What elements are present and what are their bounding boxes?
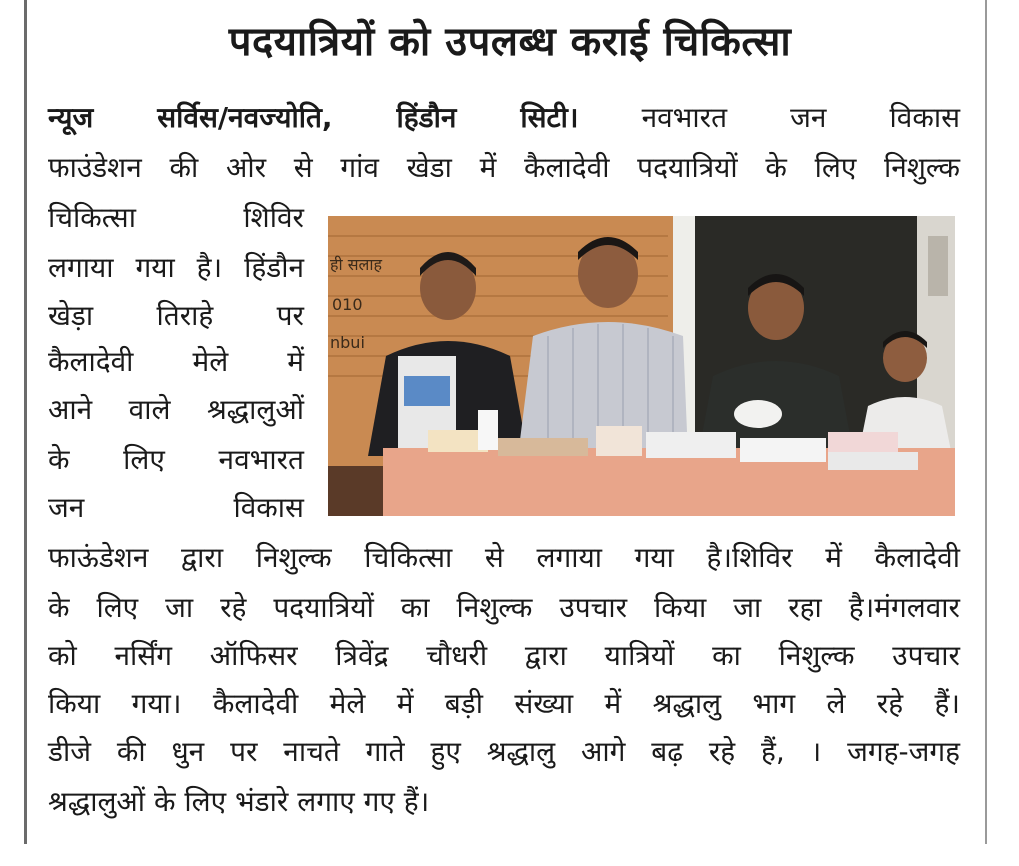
cut-off-next-headline	[290, 826, 299, 866]
article-narrow-line-3: खेड़ा तिराहे पर	[48, 299, 304, 332]
article-line-3: फाऊंडेशन द्वारा निशुल्क चिकित्सा से लगाया गया है।शिविर में कैलादेवी	[48, 541, 960, 574]
article-line-7: डीजे की धुन पर नाचते गाते हुए श्रद्धालु आगे बढ़ रहे हैं, । जगह-जगह	[48, 735, 960, 768]
article-narrow-line-4: कैलादेवी मेले में	[48, 345, 304, 378]
article-line-4: के लिए जा रहे पदयात्रियों का निशुल्क उपचार किया जा रहा है।मंगलवार	[48, 591, 960, 624]
article-line-1-text: नवभारत जन विकास	[641, 101, 961, 134]
article-line-2: फाउंडेशन की ओर से गांव खेडा में कैलादेवी पदयात्रियों के लिए निशुल्क	[48, 151, 960, 184]
chair	[328, 466, 383, 516]
article-line-1	[48, 98, 960, 138]
article-line-8: श्रद्धालुओं के लिए भंडारे लगाए गए हैं।	[48, 785, 430, 818]
window-grill	[928, 236, 948, 296]
article-narrow-line-1: चिकित्सा शिविर	[48, 201, 304, 234]
right-column-rule	[985, 0, 987, 844]
dateline: न्यूज सर्विस/नवज्योति, हिंडौन सिटी।	[48, 101, 579, 134]
article-line-5: को नर्सिंग ऑफिसर त्रिवेंद्र चौधरी द्वारा यात्रियों का निशुल्क उपचार	[48, 639, 960, 672]
wall-sign-line-1: ही सलाह	[330, 255, 383, 274]
article-line-6: किया गया। कैलादेवी मेले में बड़ी संख्या में श्रद्धालु भाग ले रहे हैं।	[48, 687, 960, 720]
news-photo	[328, 216, 955, 516]
article-narrow-line-6: के लिए नवभारत	[48, 443, 304, 476]
article-narrow-line-5: आने वाले श्रद्धालुओं	[48, 393, 304, 426]
article-narrow-line-2: लगाया गया है। हिंडौन	[48, 251, 304, 284]
wall-sign-line-2: 010	[332, 295, 363, 314]
article-narrow-line-7: जन विकास	[48, 491, 304, 524]
left-column-rule	[24, 0, 27, 844]
article-headline: पदयात्रियों को उपलब्ध कराई चिकित्सा	[228, 19, 792, 65]
wall-sign-line-3: nbui	[330, 333, 365, 352]
news-photo-illustration	[328, 216, 955, 516]
